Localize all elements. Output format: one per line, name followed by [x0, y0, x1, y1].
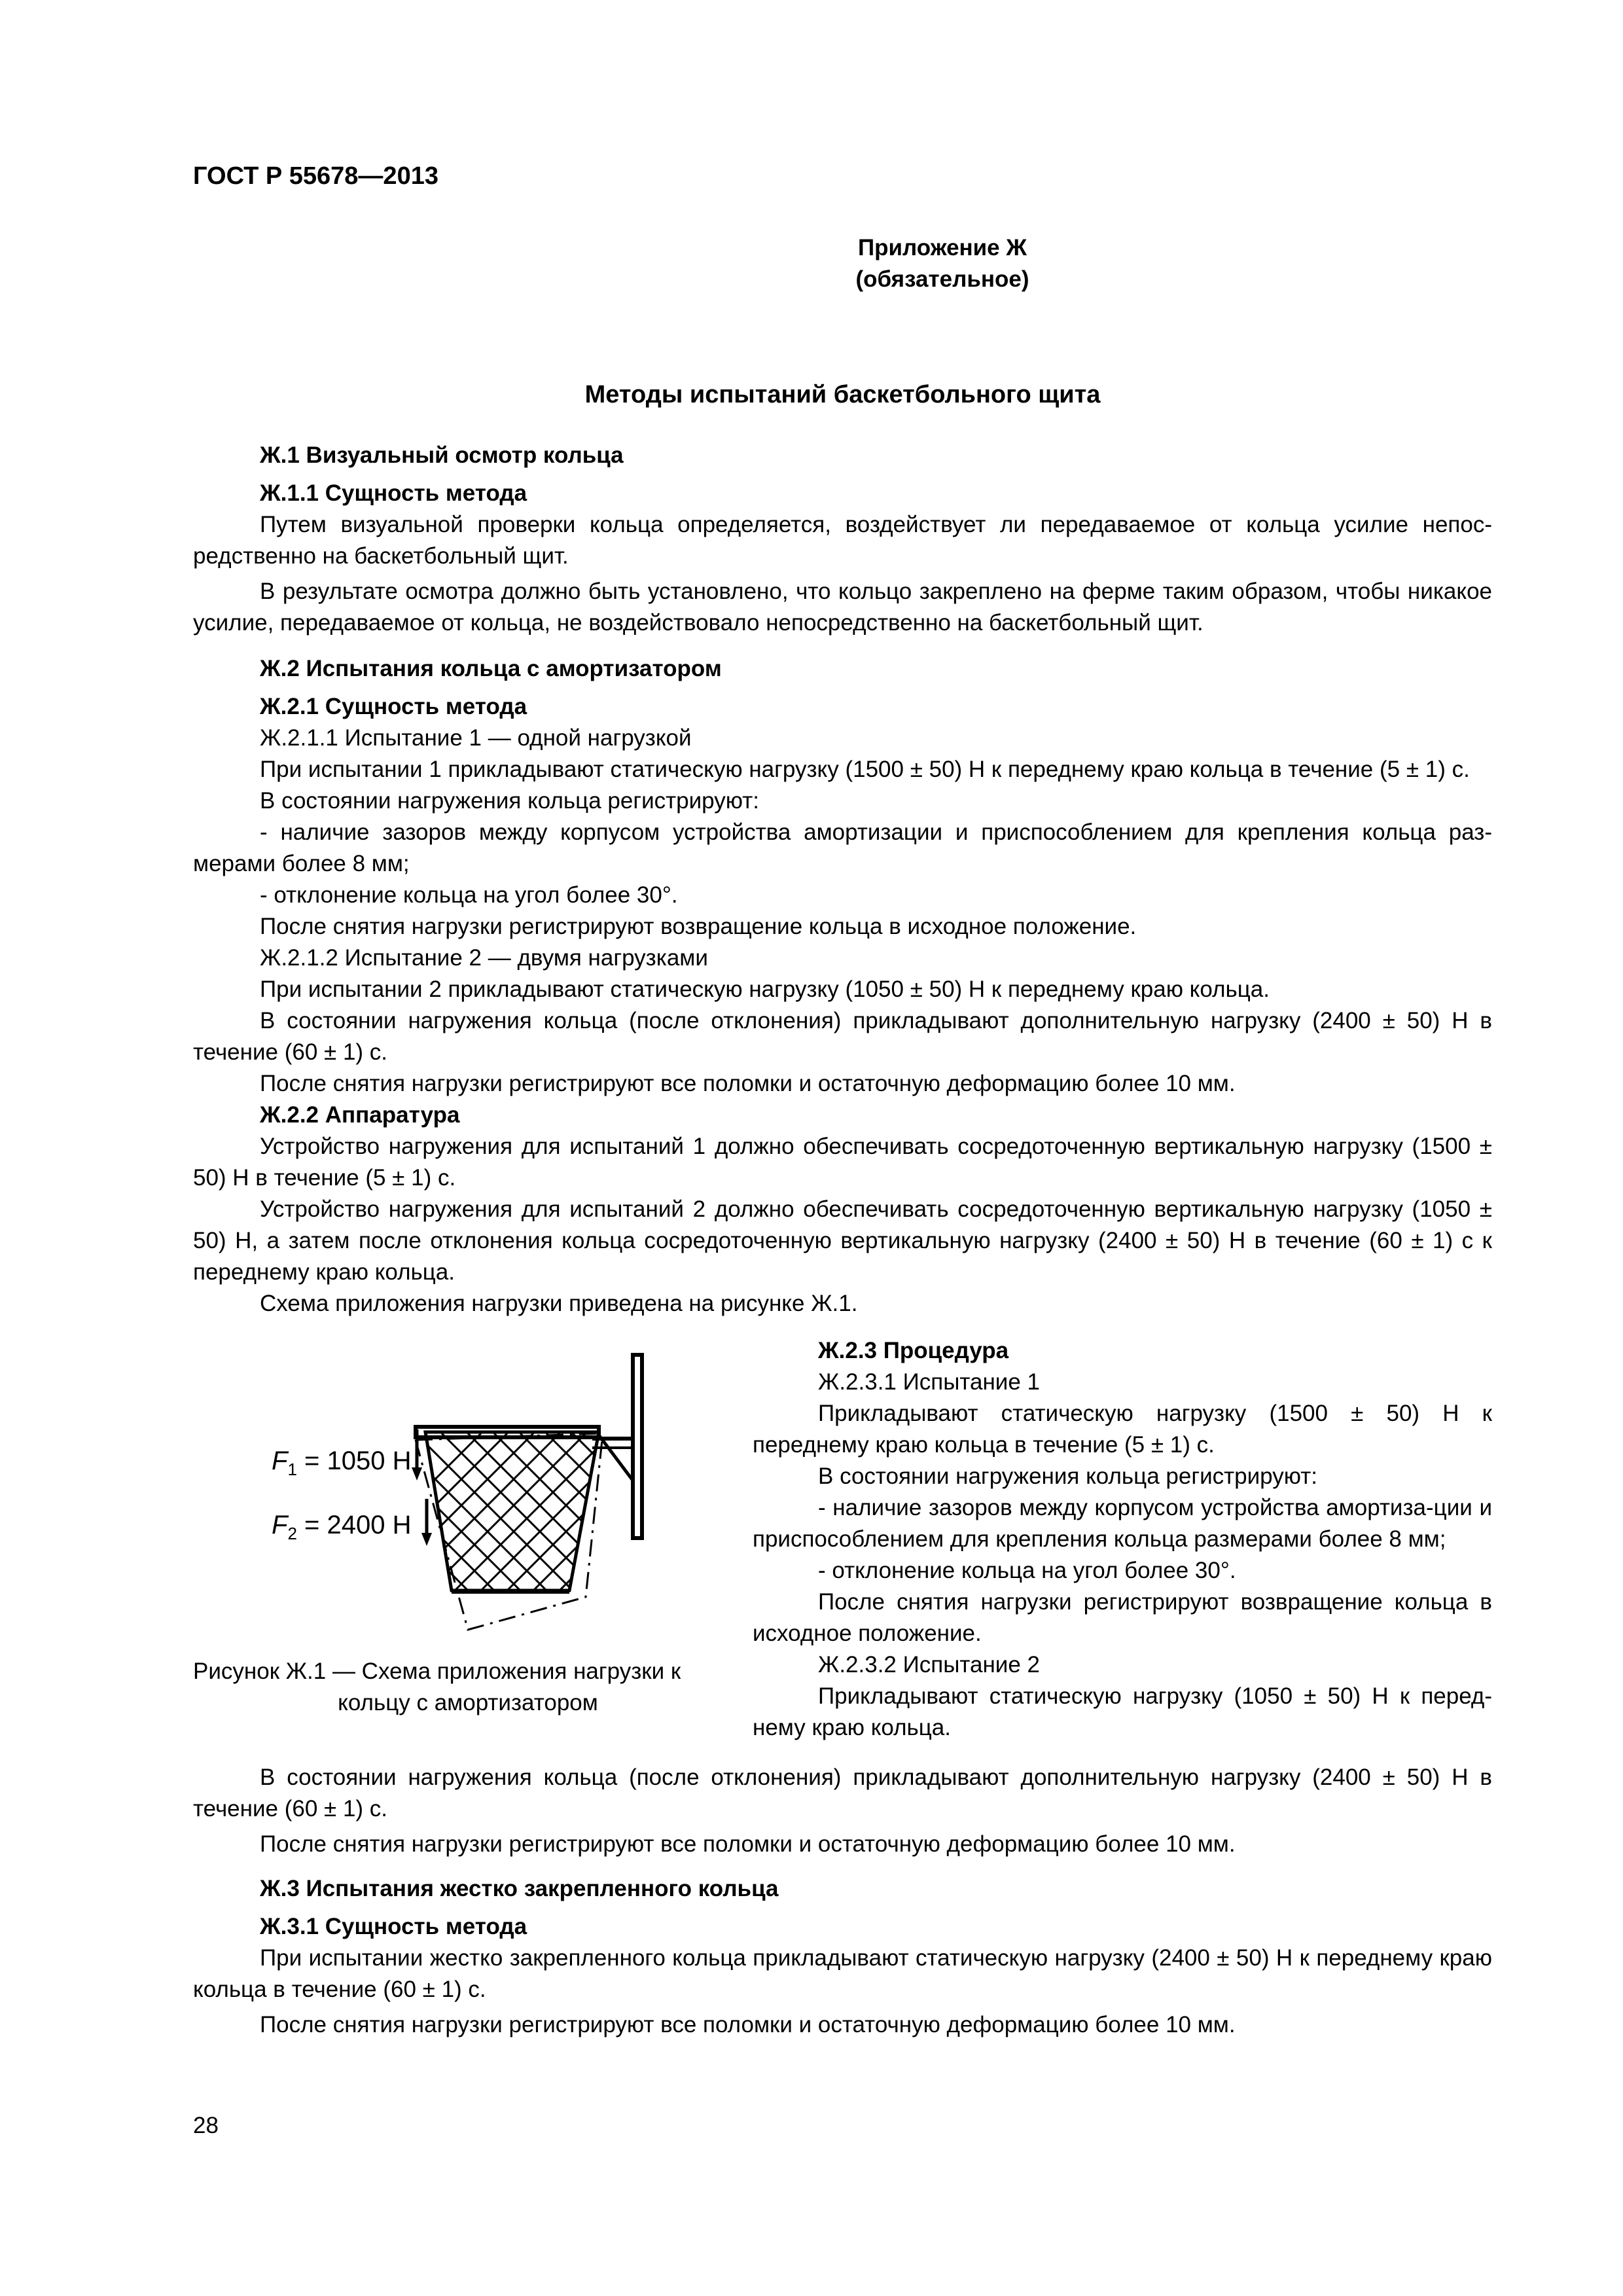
standard-number: ГОСТ Р 55678—2013: [193, 162, 438, 190]
test-heading: Ж.2.1.1 Испытание 1 — одной нагрузкой: [260, 725, 692, 751]
subsection-heading: Ж.2.1 Сущность метода: [260, 694, 527, 719]
paragraph: Прикладывают статическую нагрузку (1500 ± 50) Н к переднему краю кольца в течение (5 ± 1) с.: [753, 1401, 1492, 1458]
test-heading: Ж.2.3.1 Испытание 1: [818, 1369, 1041, 1395]
basketball-ring-diagram: [193, 1342, 749, 1662]
lower-text-block: [193, 1762, 1492, 2041]
subsection-heading: Ж.2.3 Процедура: [818, 1338, 1009, 1363]
paragraph: Устройство нагружения для испытаний 1 должно обеспечивать сосредоточенную вертикальную нагрузку (1500 ± 50) Н в течение (5 ± 1) с.: [193, 1134, 1492, 1191]
list-item: - отклонение кольца на угол более 30°.: [260, 882, 678, 908]
list-item: - отклонение кольца на угол более 30°.: [818, 1558, 1236, 1583]
paragraph: Путем визуальной проверки кольца определяется, воздействует ли передаваемое от кольца усилие непос-редственно на баскетбольный щит.: [193, 512, 1492, 569]
document-title: Методы испытаний баскетбольного щита: [584, 381, 1101, 408]
force-label-f1: $F_1 = 1050$ Н: [272, 1446, 412, 1479]
appendix-label: Приложение Ж: [857, 235, 1027, 260]
upper-text-block: [193, 440, 1492, 1319]
subsection-heading: Ж.1.1 Сущность метода: [260, 480, 527, 506]
figure-caption: [193, 1656, 743, 1719]
test-heading: Ж.2.3.2 Испытание 2: [818, 1652, 1041, 1677]
paragraph: В результате осмотра должно быть установлено, что кольцо закреплено на ферме таким образом, чтобы никакое усилие, передаваемое от кольца, не воздействовало непосредственно на баскетбольный щит.: [193, 579, 1492, 636]
paragraph: В состоянии нагружения кольца регистрируют:: [818, 1463, 1317, 1489]
paragraph: В состоянии нагружения кольца (после отклонения) прикладывают дополнительную нагрузку (2400 ± 50) Н в течение (60 ± 1) с.: [193, 1008, 1492, 1065]
caption-line: Рисунок Ж.1 — Схема приложения нагрузки к: [193, 1659, 681, 1684]
paragraph: При испытании жестко закрепленного кольца прикладывают статическую нагрузку (2400 ± 50) Н к переднему краю кольца в течение (60 ± 1) с.: [193, 1945, 1492, 2002]
section-heading: Ж.3 Испытания жестко закрепленного кольца: [260, 1876, 779, 1901]
paragraph: При испытании 2 прикладывают статическую нагрузку (1050 ± 50) Н к переднему краю кольца.: [260, 977, 1270, 1002]
page-number: 28: [193, 2113, 219, 2138]
appendix-status: (обязательное): [855, 266, 1029, 292]
section-heading: Ж.2 Испытания кольца с амортизатором: [260, 656, 722, 681]
appendix-heading: [681, 232, 1204, 295]
paragraph: После снятия нагрузки регистрируют все поломки и остаточную деформацию более 10 мм.: [260, 2012, 1236, 2037]
subsection-heading: Ж.3.1 Сущность метода: [260, 1914, 527, 1939]
paragraph: Схема приложения нагрузки приведена на рисунке Ж.1.: [260, 1291, 858, 1316]
paragraph: В состоянии нагружения кольца регистрируют:: [260, 788, 759, 814]
paragraph: Устройство нагружения для испытаний 2 должно обеспечивать сосредоточенную вертикальную нагрузку (1050 ± 50) Н, а затем после отклонения кольца сосредоточенную вертикальную нагрузку (2400 ± 50) Н в течение (60 ± 1) с к переднему краю кольца.: [193, 1196, 1492, 1285]
caption-line: кольцу с амортизатором: [338, 1690, 598, 1715]
list-item: - наличие зазоров между корпусом устройства амортизации и приспособлением для крепления кольца раз-мерами более 8 мм;: [193, 819, 1492, 876]
paragraph: После снятия нагрузки регистрируют все поломки и остаточную деформацию более 10 мм.: [260, 1831, 1236, 1857]
paragraph: В состоянии нагружения кольца (после отклонения) прикладывают дополнительную нагрузку (2400 ± 50) Н в течение (60 ± 1) с.: [193, 1765, 1492, 1821]
subsection-heading: Ж.2.2 Аппаратура: [260, 1102, 460, 1128]
force-label-f2: $F_2 = 2400$ Н: [272, 1511, 412, 1543]
paragraph: После снятия нагрузки регистрируют все поломки и остаточную деформацию более 10 мм.: [260, 1071, 1236, 1096]
figure-load-scheme: [193, 1342, 749, 1662]
test-heading: Ж.2.1.2 Испытание 2 — двумя нагрузками: [260, 945, 708, 971]
paragraph: После снятия нагрузки регистрируют возвращение кольца в исходное положение.: [260, 914, 1137, 939]
list-item: - наличие зазоров между корпусом устройства амортиза-ции и приспособлением для крепления кольца размерами более 8 мм;: [753, 1495, 1492, 1552]
paragraph: При испытании 1 прикладывают статическую нагрузку (1500 ± 50) Н к переднему краю кольца в течение (5 ± 1) с.: [260, 757, 1470, 782]
section-heading: Ж.1 Визуальный осмотр кольца: [260, 442, 624, 468]
right-column-text: [753, 1335, 1492, 1744]
backboard-shape: [633, 1355, 642, 1538]
paragraph: После снятия нагрузки регистрируют возвращение кольца в исходное положение.: [753, 1589, 1492, 1646]
paragraph: Прикладывают статическую нагрузку (1050 ± 50) Н к перед-нему краю кольца.: [753, 1683, 1492, 1740]
